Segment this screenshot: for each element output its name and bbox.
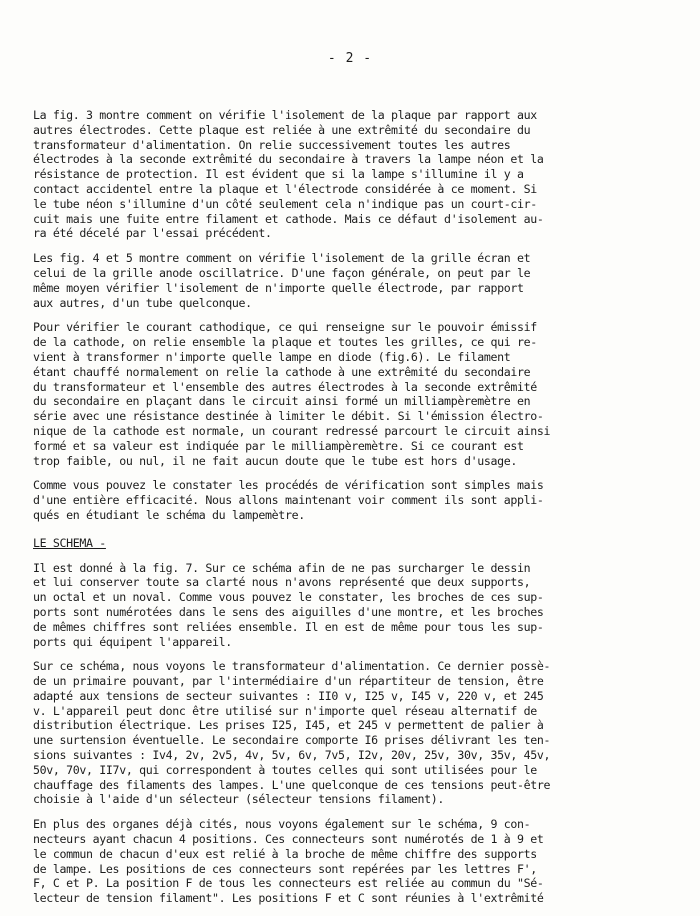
text-line: nique de la cathode est normale, un courant redressé parcourt le circuit ainsi bbox=[33, 423, 551, 438]
text-line: ports qui équipent l'appareil. bbox=[33, 634, 232, 649]
text-line: de lampe. Les positions de ces connecteurs sont repérées par les lettres F', bbox=[33, 861, 537, 876]
page-number: - 2 - bbox=[327, 51, 373, 66]
section-after-heading bbox=[33, 561, 675, 907]
text-line: de un primaire pouvant, par l'intermédiaire d'un répartiteur de tension, être bbox=[33, 674, 544, 689]
paragraph bbox=[33, 478, 675, 522]
text-line: aux autres, d'un tube quelconque. bbox=[33, 295, 252, 310]
text-line: sions suivantes : Iv4, 2v, 2v5, 4v, 5v, 6v, 7v5, I2v, 20v, 25v, 30v, 35v, 45v, bbox=[33, 748, 551, 763]
section-before-heading bbox=[33, 108, 675, 523]
text-line: lecteur de tension filament". Les positions F et C sont réunies à l'extrêmité bbox=[33, 891, 544, 906]
text-line: adapté aux tensions de secteur suivantes : II0 v, I25 v, I45 v, 220 v, et 245 bbox=[33, 688, 544, 703]
text-line: celui de la grille anode oscillatrice. D'une façon générale, on peut par le bbox=[33, 265, 531, 280]
text-line: 50v, 70v, II7v, qui correspondent à toutes celles qui sont utilisées pour le bbox=[33, 762, 537, 777]
text-line: de mêmes chiffres sont reliées ensemble. Il en est de même pour tous les sup- bbox=[33, 619, 544, 634]
text-line: du secondaire en plaçant dans le circuit ainsi formé un milliampèremètre en bbox=[33, 394, 531, 409]
text-line: résistance de protection. Il est évident que si la lampe s'illumine il y a bbox=[33, 167, 524, 182]
text-line: formé et sa valeur est indiquée par le milliampèremètre. Si ce courant est bbox=[33, 438, 524, 453]
paragraph bbox=[33, 251, 675, 310]
text-line: d'une entière efficacité. Nous allons maintenant voir comment ils sont appli- bbox=[33, 493, 544, 508]
text-line: ports sont numérotées dans le sens des aiguilles d'une montre, et les broches bbox=[33, 604, 544, 619]
text-line: trop faible, ou nul, il ne fait aucun doute que le tube est hors d'usage. bbox=[33, 453, 517, 468]
paragraph bbox=[33, 817, 675, 906]
text-line: cuit mais une fuite entre filament et cathode. Mais ce défaut d'isolement au- bbox=[33, 211, 544, 226]
paragraph bbox=[33, 659, 675, 807]
text-line: de la cathode, on relie ensemble la plaque et toutes les grilles, ce qui re- bbox=[33, 335, 537, 350]
text-line: ra été décelé par l'essai précédent. bbox=[33, 226, 272, 241]
text-line: étant chauffé normalement on relie la cathode à une extrêmité du secondaire bbox=[33, 364, 531, 379]
text-line: et lui conserver toute sa clarté nous n'avons représenté que deux supports, bbox=[33, 575, 531, 590]
text-line: En plus des organes déjà cités, nous voyons également sur le schéma, 9 con- bbox=[33, 817, 531, 832]
text-line: choisie à l'aide d'un sélecteur (sélecteur tensions filament). bbox=[33, 792, 445, 807]
text-line: contact accidentel entre la plaque et l'électrode considérée à ce moment. Si bbox=[33, 181, 537, 196]
text-line: Sur ce schéma, nous voyons le transformateur d'alimentation. Ce dernier possè- bbox=[33, 659, 551, 674]
text-line: série avec une résistance destinée à limiter le débit. Si l'émission électro- bbox=[33, 409, 544, 424]
text-line: vient à transformer n'importe quelle lampe en diode (fig.6). Le filament bbox=[33, 349, 511, 364]
text-line: une surtension éventuelle. Le secondaire comporte I6 prises délivrant les ten- bbox=[33, 733, 551, 748]
text-line: du transformateur et l'ensemble des autres électrodes à la seconde extrêmité bbox=[33, 379, 537, 394]
text-line: v. L'appareil peut donc être utilisé sur n'importe quel réseau alternatif de bbox=[33, 703, 537, 718]
text-line: autres électrodes. Cette plaque est reliée à une extrêmité du secondaire du bbox=[33, 122, 531, 137]
paragraph bbox=[33, 320, 675, 468]
text-line: La fig. 3 montre comment on vérifie l'isolement de la plaque par rapport aux bbox=[33, 108, 537, 122]
text-line: Il est donné à la fig. 7. Sur ce schéma afin de ne pas surcharger le dessin bbox=[33, 560, 531, 575]
text-line: le tube néon s'illumine d'un côté seulement cela n'indique pas un court-cir- bbox=[33, 196, 537, 211]
text-line: F, C et P. La position F de tous les connecteurs est reliée au commun du "Sé- bbox=[33, 876, 544, 891]
text-line: un octal et un noval. Comme vous pouvez le constater, les broches de ces sup- bbox=[33, 590, 544, 605]
text-line: Pour vérifier le courant cathodique, ce qui renseigne sur le pouvoir émissif bbox=[33, 320, 537, 335]
text-line: même moyen vérifier l'isolement de n'importe quelle électrode, par rapport bbox=[33, 280, 524, 295]
text-line: qués en étudiant le schéma du lampemètre. bbox=[33, 507, 305, 522]
text-line: électrodes à la seconde extrêmité du secondaire à travers la lampe néon et la bbox=[33, 152, 544, 167]
text-line: chauffage des filaments des lampes. L'une quelconque de ces tensions peut-être bbox=[33, 777, 551, 792]
section-heading: LE SCHEMA - bbox=[33, 535, 106, 550]
document-body bbox=[33, 108, 675, 916]
paragraph bbox=[33, 561, 675, 650]
text-line: necteurs ayant chacun 4 positions. Ces connecteurs sont numérotés de 1 à 9 et bbox=[33, 832, 544, 847]
text-line: Les fig. 4 et 5 montre comment on vérifie l'isolement de la grille écran et bbox=[33, 251, 531, 266]
text-line: le commun de chacun d'eux est relié à la broche de même chiffre des supports bbox=[33, 846, 537, 861]
text-line: Comme vous pouvez le constater les procédés de vérification sont simples mais bbox=[33, 478, 544, 493]
paragraph bbox=[33, 108, 675, 241]
text-line: transformateur d'alimentation. On relie successivement toutes les autres bbox=[33, 137, 511, 152]
text-line: distribution électrique. Les prises I25, I45, et 245 v permettent de palier à bbox=[33, 718, 544, 733]
